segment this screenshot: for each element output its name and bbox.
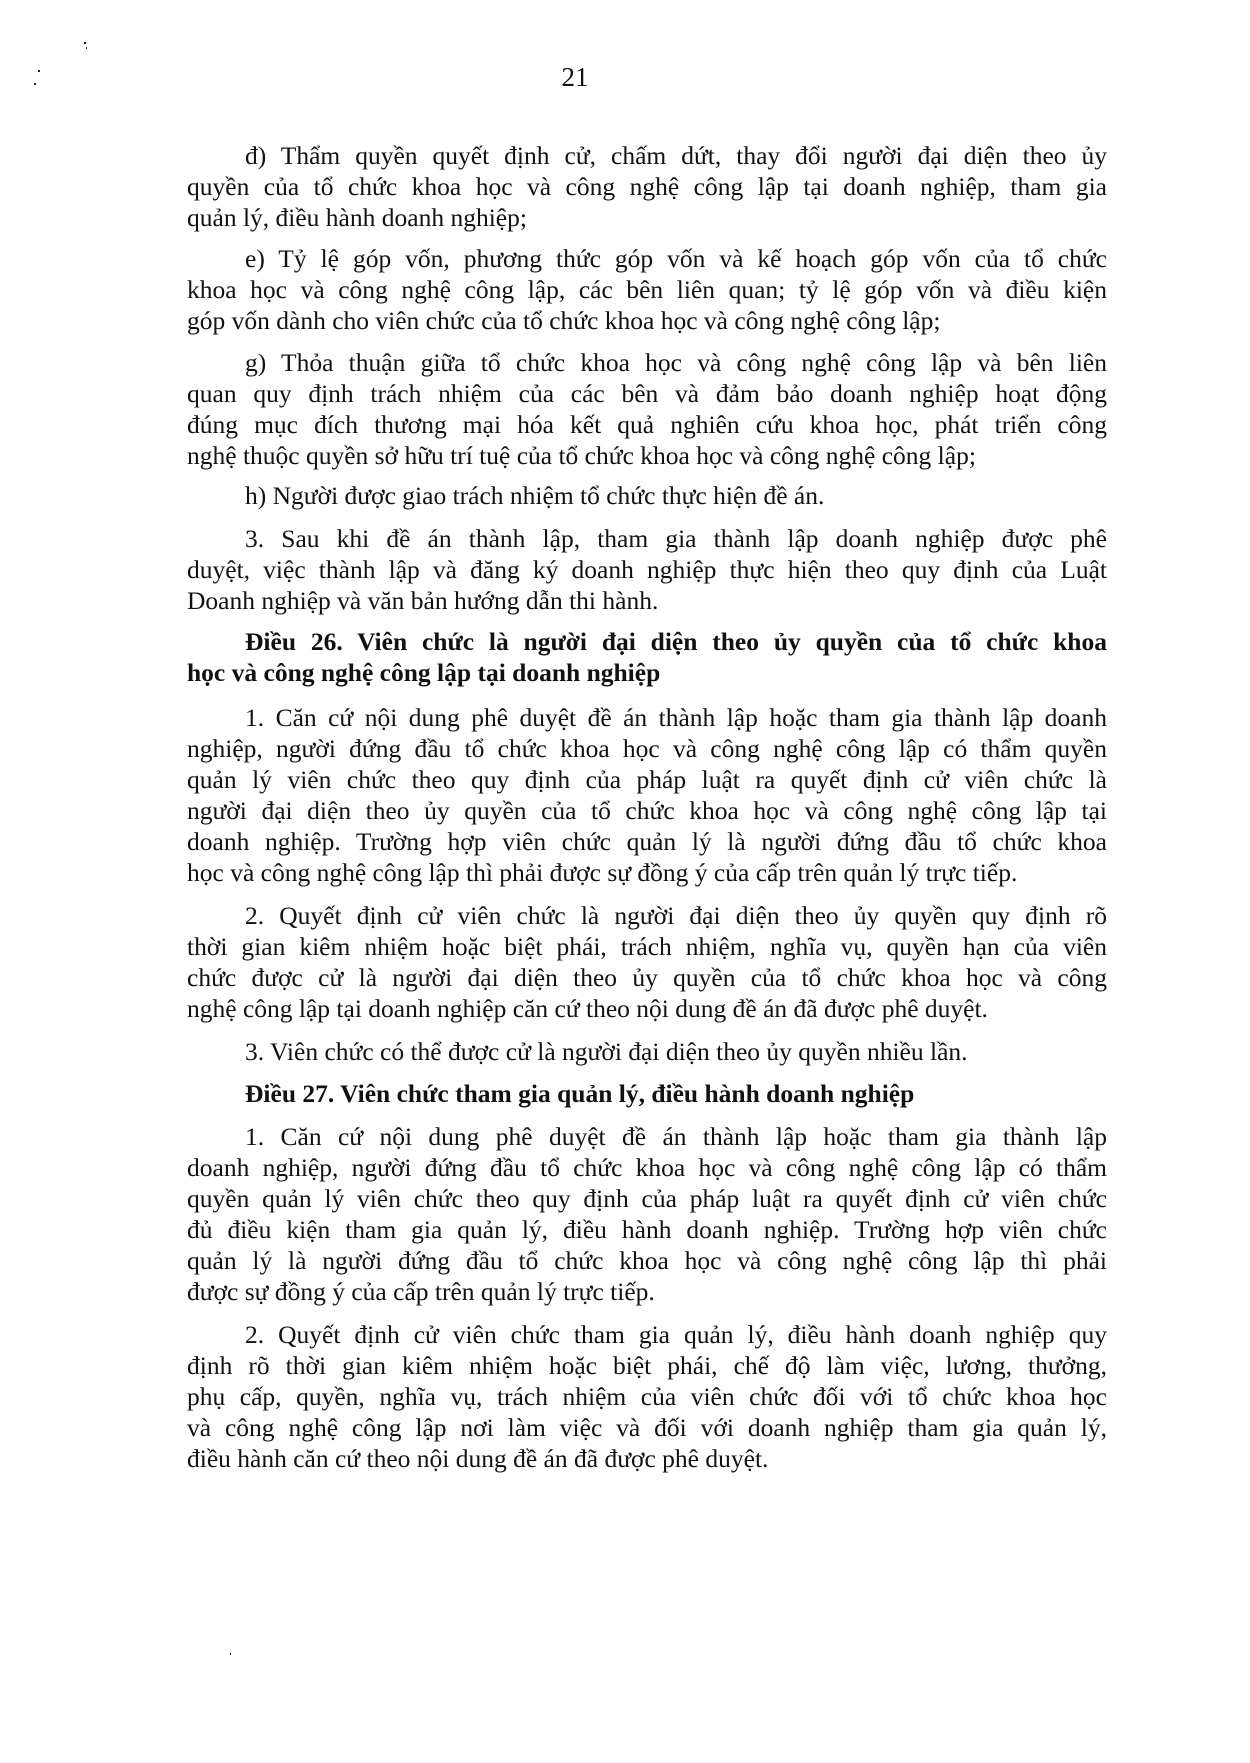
text-line: 1. Căn cứ nội dung phê duyệt đề án thành lập hoặc tham gia thành lập (245, 1122, 1107, 1151)
text-line: đủ điều kiện tham gia quản lý, điều hành doanh nghiệp. Trường hợp viên chức (187, 1215, 1107, 1244)
text-line: thời gian kiêm nhiệm hoặc biệt phái, trách nhiệm, nghĩa vụ, quyền hạn của viên (187, 932, 1107, 961)
text-line: góp vốn dành cho viên chức của tổ chức khoa học và công nghệ công lập; (187, 306, 941, 335)
text-line: phụ cấp, quyền, nghĩa vụ, trách nhiệm của viên chức đối với tổ chức khoa học (187, 1382, 1107, 1411)
scan-speck (34, 83, 36, 85)
text-line: g) Thỏa thuận giữa tổ chức khoa học và công nghệ công lập và bên liên (245, 348, 1107, 377)
text-line: điều hành căn cứ theo nội dung đề án đã được phê duyệt. (187, 1444, 769, 1473)
scan-speck (38, 70, 40, 72)
text-line: quyền của tổ chức khoa học và công nghệ công lập tại doanh nghiệp, tham gia (187, 172, 1107, 201)
text-line: quan quy định trách nhiệm của các bên và đảm bảo doanh nghiệp hoạt động (187, 379, 1107, 408)
page-number: 21 (561, 62, 589, 92)
text-line: h) Người được giao trách nhiệm tổ chức thực hiện đề án. (245, 481, 825, 510)
text-line: duyệt, việc thành lập và đăng ký doanh nghiệp thực hiện theo quy định của Luật (187, 555, 1107, 584)
text-line: quản lý, điều hành doanh nghiệp; (187, 203, 527, 232)
text-line: và công nghệ công lập nơi làm việc và đối với doanh nghiệp tham gia quản lý, (187, 1413, 1107, 1442)
text-line: doanh nghiệp, người đứng đầu tổ chức khoa học và công nghệ công lập có thẩm (187, 1153, 1107, 1182)
text-line: khoa học và công nghệ công lập, các bên liên quan; tỷ lệ góp vốn và điều kiện (187, 275, 1107, 304)
scan-speck (86, 47, 87, 49)
text-line: 2. Quyết định cử viên chức tham gia quản lý, điều hành doanh nghiệp quy (245, 1320, 1107, 1349)
text-line: e) Tỷ lệ góp vốn, phương thức góp vốn và kế hoạch góp vốn của tổ chức (245, 244, 1107, 273)
text-line: đ) Thẩm quyền quyết định cử, chấm dứt, thay đổi người đại diện theo ủy (245, 141, 1107, 170)
scan-speck (230, 1653, 231, 1655)
text-line: 2. Quyết định cử viên chức là người đại diện theo ủy quyền quy định rõ (245, 901, 1107, 930)
text-line: người đại diện theo ủy quyền của tổ chức khoa học và công nghệ công lập tại (187, 796, 1107, 825)
text-line: đúng mục đích thương mại hóa kết quả nghiên cứu khoa học, phát triển công (187, 410, 1107, 439)
text-line: học và công nghệ công lập thì phải được sự đồng ý của cấp trên quản lý trực tiếp. (187, 858, 1018, 887)
text-line: quản lý là người đứng đầu tổ chức khoa học và công nghệ công lập thì phải (187, 1246, 1107, 1275)
text-line: quản lý viên chức theo quy định của pháp luật ra quyết định cử viên chức là (187, 765, 1107, 794)
text-line: nghệ công lập tại doanh nghiệp căn cứ theo nội dung đề án đã được phê duyệt. (187, 994, 988, 1023)
text-line: 3. Sau khi đề án thành lập, tham gia thành lập doanh nghiệp được phê (245, 524, 1107, 553)
text-line: nghệ thuộc quyền sở hữu trí tuệ của tổ chức khoa học và công nghệ công lập; (187, 441, 976, 470)
text-line: định rõ thời gian kiêm nhiệm hoặc biệt phái, chế độ làm việc, lương, thưởng, (187, 1351, 1107, 1380)
text-line: học và công nghệ công lập tại doanh nghiệp (187, 658, 661, 687)
scan-speck (84, 42, 86, 44)
text-line: chức được cử là người đại diện theo ủy quyền của tổ chức khoa học và công (187, 963, 1107, 992)
text-line: 1. Căn cứ nội dung phê duyệt đề án thành lập hoặc tham gia thành lập doanh (245, 703, 1107, 732)
text-line: 3. Viên chức có thể được cử là người đại diện theo ủy quyền nhiều lần. (245, 1037, 968, 1066)
text-line: quyền quản lý viên chức theo quy định của pháp luật ra quyết định cử viên chức (187, 1184, 1107, 1213)
text-line: được sự đồng ý của cấp trên quản lý trực tiếp. (187, 1277, 655, 1306)
text-line: Điều 27. Viên chức tham gia quản lý, điều hành doanh nghiệp (245, 1079, 915, 1108)
text-line: doanh nghiệp. Trường hợp viên chức quản lý là người đứng đầu tổ chức khoa (187, 827, 1107, 856)
text-line: Doanh nghiệp và văn bản hướng dẫn thi hành. (187, 586, 659, 615)
text-line: Điều 26. Viên chức là người đại diện theo ủy quyền của tổ chức khoa (245, 627, 1107, 656)
text-line: nghiệp, người đứng đầu tổ chức khoa học và công nghệ công lập có thẩm quyền (187, 734, 1107, 763)
